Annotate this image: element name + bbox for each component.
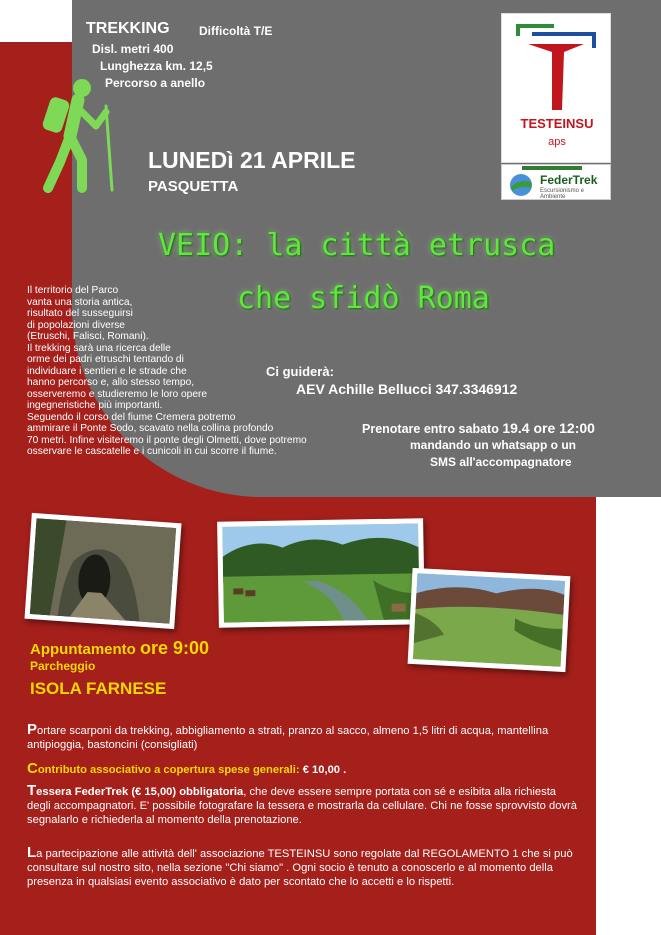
dropcap: T xyxy=(27,782,37,799)
difficulty-label: Difficoltà T/E xyxy=(199,24,273,38)
description-line: hanno percorso e, allo stesso tempo, xyxy=(27,377,195,388)
meadow-photo xyxy=(408,568,571,672)
description-line: di popolazioni diverse xyxy=(27,319,125,331)
description-line: individuare i sentieri e le strade che xyxy=(27,365,187,377)
hiker-icon xyxy=(30,76,120,196)
logo-aps: aps xyxy=(548,136,566,148)
description-line: Il trekking sarà una ricerca delle xyxy=(27,342,171,354)
length-label: Lunghezza km. 12,5 xyxy=(100,59,213,73)
trekking-label: TREKKING xyxy=(86,20,170,37)
description-line: Il territorio del Parco xyxy=(27,285,119,296)
booking-method: mandando un whatsapp o un xyxy=(410,438,576,452)
booking-prefix: Prenotare entro sabato xyxy=(362,422,499,436)
dropcap: C xyxy=(27,760,38,777)
federtrek-name: FederTrek xyxy=(540,173,598,187)
description-line: ammirare il Ponte Sodo, scavato nella collina profondo xyxy=(27,423,274,434)
tunnel-image xyxy=(30,518,176,624)
guide-label: Ci guiderà: xyxy=(266,364,334,379)
meadow-image xyxy=(413,573,565,667)
booking-method-2: SMS all'accompagnatore xyxy=(430,455,572,469)
description-line: 70 metri. Infine visiteremo il ponte degli Olmetti, dove potremo xyxy=(27,434,307,446)
rules-info xyxy=(27,846,577,889)
contribution-value: € 10,00 . xyxy=(302,764,347,776)
booking-deadline xyxy=(362,420,595,436)
description-line: osservare le cascatelle e i cunicoli in cui scorre il fiume. xyxy=(27,446,277,457)
tunnel-photo xyxy=(24,513,181,629)
event-title-line-2: che sfidò Roma xyxy=(237,281,490,316)
event-subtitle: PASQUETTA xyxy=(148,178,239,195)
federtrek-globe-icon xyxy=(508,173,534,197)
description-line: ingegneristiche più importanti. xyxy=(27,400,163,411)
description-line: Seguendo il corso del fiume Cremera potremo xyxy=(27,411,236,423)
rules-text: a partecipazione alle attività dell' associazione TESTEINSU sono regolate dal REGOLAMENTO 1 che si può consultare sul nostro sito, nella sezione "Chi siamo" . Ogni socio è tenuto a conoscerlo e al momento della presenza in qualsiasi evento associativo è dato per scontato che lo accetti e lo rispetti. xyxy=(27,848,573,888)
description-line: vanta una storia antica, xyxy=(27,296,133,308)
card-bold-text: essera FederTrek (€ 15,00) obbligatoria xyxy=(36,786,244,798)
route-type-label: Percorso a anello xyxy=(105,76,206,90)
river-photo xyxy=(217,518,425,628)
testeinsu-t-icon xyxy=(514,22,600,114)
guide-name: AEV Achille Bellucci 347.3346912 xyxy=(296,381,518,397)
event-title-line-1: VEIO: la città etrusca xyxy=(158,228,556,263)
event-date: LUNEDì 21 APRILE xyxy=(148,147,356,173)
card-text: , che deve essere sempre portata con sé e esibita alla richiesta degli accompagnatori. E' possibile fotografare la tessera e mostrarla da cellulare. Chi ne fosse sprovvisto dovrà segnalarlo e richiederla al momento della prenotazione. xyxy=(27,786,577,826)
equipment-info xyxy=(27,723,577,752)
meeting-parking: Parcheggio xyxy=(30,659,96,673)
meeting-time-value: ore 9:00 xyxy=(140,638,210,658)
description-line: orme dei padri etruschi tentando di xyxy=(27,354,184,365)
contribution-text: ontributo associativo a copertura spese generali: xyxy=(37,764,300,776)
federtrek-tag xyxy=(522,166,582,170)
elevation-label: Disl. metri 400 xyxy=(92,42,174,56)
meeting-location: ISOLA FARNESE xyxy=(30,679,167,698)
river-image xyxy=(222,523,420,622)
equipment-text: ortare scarponi da trekking, abbigliamento a strati, pranzo al sacco, almeno 1,5 litri di acqua, mantellina antipioggia, bastoncini (consigliati) xyxy=(27,725,549,751)
dropcap: L xyxy=(27,844,37,861)
testeinsu-logo xyxy=(501,13,611,163)
meeting-prefix: Appuntamento xyxy=(30,641,136,658)
meeting-time xyxy=(30,638,209,659)
federtrek-subtitle: Escursionismo e Ambiente xyxy=(540,188,585,200)
booking-deadline-value: 19.4 ore 12:00 xyxy=(502,420,595,436)
dropcap: P xyxy=(27,721,38,738)
description-line: (Etruschi, Falisci, Romani). xyxy=(27,331,149,342)
logo-name: TESTEINSU xyxy=(520,116,594,131)
card-info xyxy=(27,784,577,827)
federtrek-logo xyxy=(501,164,611,200)
contribution-info xyxy=(27,762,577,777)
description-line: osserveremo e studieremo le loro opere xyxy=(27,388,208,400)
description-line: risultato del susseguirsi xyxy=(27,308,133,319)
